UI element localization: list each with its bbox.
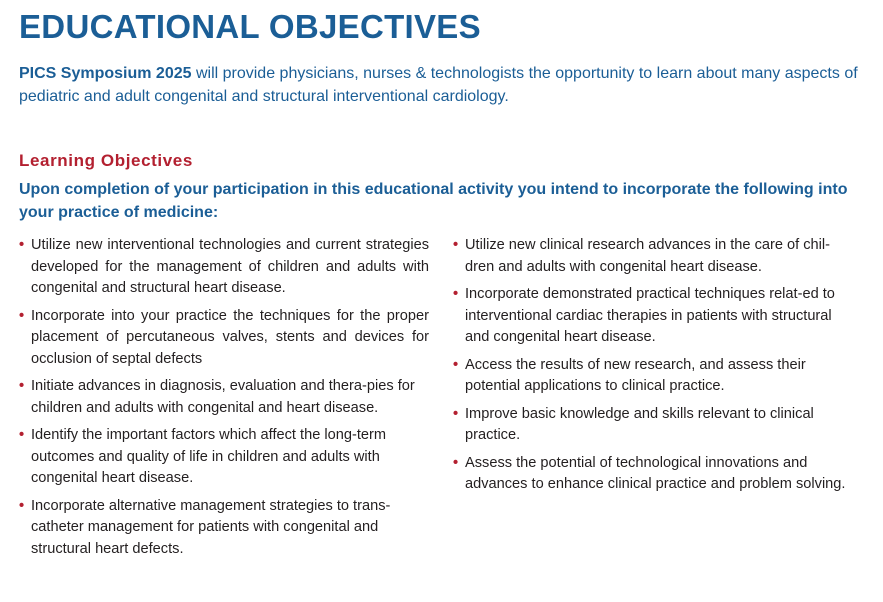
objective-item — [453, 453, 855, 496]
bullet-icon: • — [19, 307, 25, 324]
objective-text: Assess the potential of technological innovations and advances to enhance clinical practice and problem solving. — [465, 454, 846, 492]
intro-paragraph — [19, 62, 865, 108]
objective-text: Incorporate alternative management strategies to trans-catheter management for patients with congenital and structural heart defects. — [31, 497, 391, 557]
educational-objectives-page — [19, 8, 865, 557]
bullet-icon: • — [19, 237, 25, 253]
objective-item — [19, 376, 429, 419]
objective-text: Initiate advances in diagnosis, evaluation and thera-pies for children and adults with congenital and heart disease. — [31, 378, 415, 416]
bullet-icon: • — [19, 497, 25, 514]
objective-item — [453, 284, 855, 349]
objective-item — [453, 404, 855, 447]
bullet-icon: • — [453, 356, 459, 373]
learning-objectives-heading: Learning Objectives — [19, 151, 193, 170]
bullet-icon: • — [453, 454, 459, 471]
objective-item — [19, 306, 429, 371]
objective-item — [19, 425, 429, 490]
objective-text: Utilize new interventional technologies and current strategies developed for the management of children and adults with congenital and structural heart disease. — [31, 237, 429, 296]
objective-text: Improve basic knowledge and skills relevant to clinical practice. — [465, 405, 814, 443]
bullet-icon: • — [19, 378, 25, 394]
bullet-icon: • — [453, 237, 459, 253]
objective-text: Identify the important factors which affect the long-term outcomes and quality of life in children and adults with congenital heart disease. — [31, 427, 387, 486]
learning-objectives-lead: Upon completion of your participation in this educational activity you intend to incorporate the following into your practice of medicine: — [19, 181, 848, 221]
objective-text: Incorporate into your practice the techniques for the proper placement of percutaneous valves, stents and devices for occlusion of septal defects — [31, 307, 429, 367]
objective-item — [453, 355, 855, 398]
objective-item — [453, 235, 855, 278]
objectives-left-column — [19, 235, 429, 566]
objective-item — [19, 235, 429, 300]
objective-item — [19, 496, 429, 561]
bullet-icon: • — [19, 427, 25, 443]
bullet-icon: • — [453, 286, 459, 302]
objectives-right-column — [453, 235, 855, 502]
intro-text: will provide physicians, nurses & technologists the opportunity to learn about many aspects of pediatric and adult congenital and structural interventional cardiology. — [19, 65, 858, 105]
objective-text: Incorporate demonstrated practical techniques relat-ed to interventional cardiac therapies in patients with structural and congenital heart disease. — [465, 286, 835, 345]
objective-text: Utilize new clinical research advances in the care of chil-dren and adults with congenital heart disease. — [465, 237, 831, 275]
objective-text: Access the results of new research, and assess their potential applications to clinical practice. — [465, 356, 806, 394]
event-name: PICS Symposium 2025 — [19, 65, 192, 82]
bullet-icon: • — [453, 405, 459, 422]
page-title: EDUCATIONAL OBJECTIVES — [19, 8, 481, 45]
